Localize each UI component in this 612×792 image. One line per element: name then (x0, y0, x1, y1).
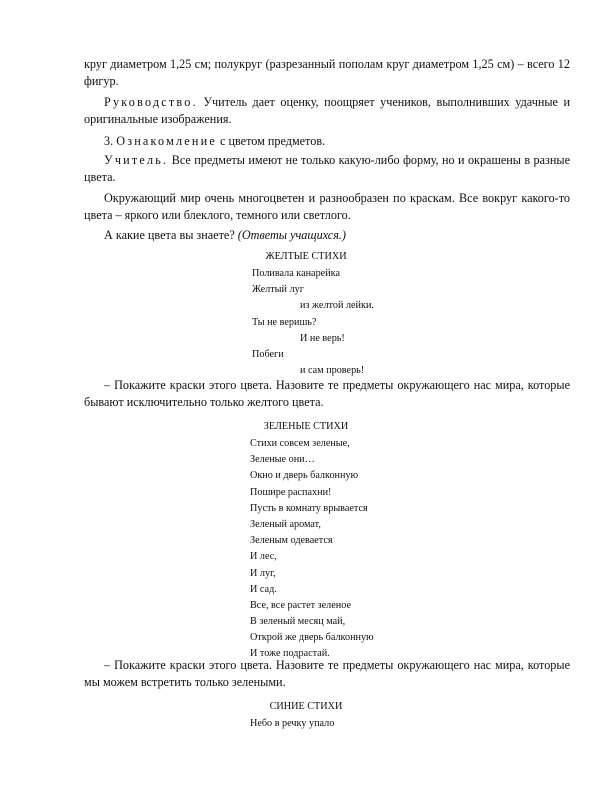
poem-line: Зеленые они… (250, 454, 315, 466)
yellow-poem (252, 266, 374, 379)
blue-poem-title: СИНИЕ СТИХИ (269, 701, 343, 712)
section-number: 3. (104, 134, 114, 148)
world-paragraph (84, 190, 570, 225)
question-answer: (Ответы учащихся.) (237, 228, 346, 242)
yellow-poem-title: ЖЕЛТЫЕ СТИХИ (265, 251, 347, 262)
poem-line: Все, все растет зеленое (250, 599, 351, 611)
question-paragraph (84, 227, 570, 244)
guidance-paragraph (84, 94, 570, 129)
green-poem-title: ЗЕЛЕНЫЕ СТИХИ (263, 421, 349, 432)
section-3-heading (84, 133, 570, 150)
poem-line: Открой же дверь балконную (250, 632, 374, 644)
poem-line: Пусть в комнату врывается (250, 502, 368, 514)
poem-line: Поливала канарейка (252, 268, 340, 279)
yellow-task-text: – Покажите краски этого цвета. Назовите те предметы окружающего нас мира, которые бывают исключительно только желтого цвета. (84, 378, 570, 410)
poem-line: И не верь! (300, 332, 345, 344)
poem-line: Зеленый аромат, (250, 518, 321, 530)
poem-line: Ты не веришь? (252, 316, 317, 328)
section-text: с цветом предметов. (216, 134, 326, 148)
green-task-text: – Покажите краски этого цвета. Назовите те предметы окружающего нас мира, которые мы можем встретить только зелеными. (84, 658, 570, 690)
poem-line: Стихи совсем зеленые, (250, 438, 350, 449)
poem-line: В зеленый месяц май, (250, 616, 346, 628)
poem-line: И сад. (250, 583, 277, 595)
green-task-paragraph (84, 657, 570, 692)
intro-paragraph (84, 56, 570, 91)
section-label: Ознакомление (116, 134, 217, 148)
poem-line: Окно и дверь балконную (250, 470, 359, 482)
poem-line: и сам проверь! (300, 365, 365, 377)
yellow-task-paragraph (84, 377, 570, 412)
world-text: Окружающий мир очень многоцветен и разнообразен по краскам. Все вокруг какого-то цвета – яркого или блеклого, темного или светлого. (84, 191, 570, 223)
teacher-label: Учитель. (104, 153, 169, 167)
poem-line: Небо в речку упало (250, 718, 335, 729)
poem-line: И лес, (250, 551, 277, 563)
teacher-text: Все предметы имеют не только какую-либо форму, но и окрашены в разные цвета. (84, 153, 570, 185)
poem-line: Зеленым одевается (250, 535, 333, 547)
poem-line: из желтой лейки. (300, 300, 374, 312)
guidance-text: Учитель дает оценку, поощряет учеников, выполнивших удачные и оригинальные изображения. (84, 95, 570, 127)
green-poem (250, 436, 374, 663)
poem-line: Пошире распахни! (250, 486, 332, 498)
question-text: А какие цвета вы знаете? (104, 228, 238, 242)
poem-line: Побеги (252, 348, 284, 360)
blue-poem (250, 716, 334, 732)
teacher-paragraph (84, 152, 570, 187)
poem-line: И луг, (250, 567, 276, 579)
guidance-label: Руководство. (104, 95, 198, 109)
intro-text: круг диаметром 1,25 см; полукруг (разрезанный пополам круг диаметром 1,25 см) – всего 12 фигур. (84, 57, 570, 89)
poem-line: И тоже подрастай. (250, 648, 330, 660)
poem-line: Желтый луг (252, 284, 304, 296)
